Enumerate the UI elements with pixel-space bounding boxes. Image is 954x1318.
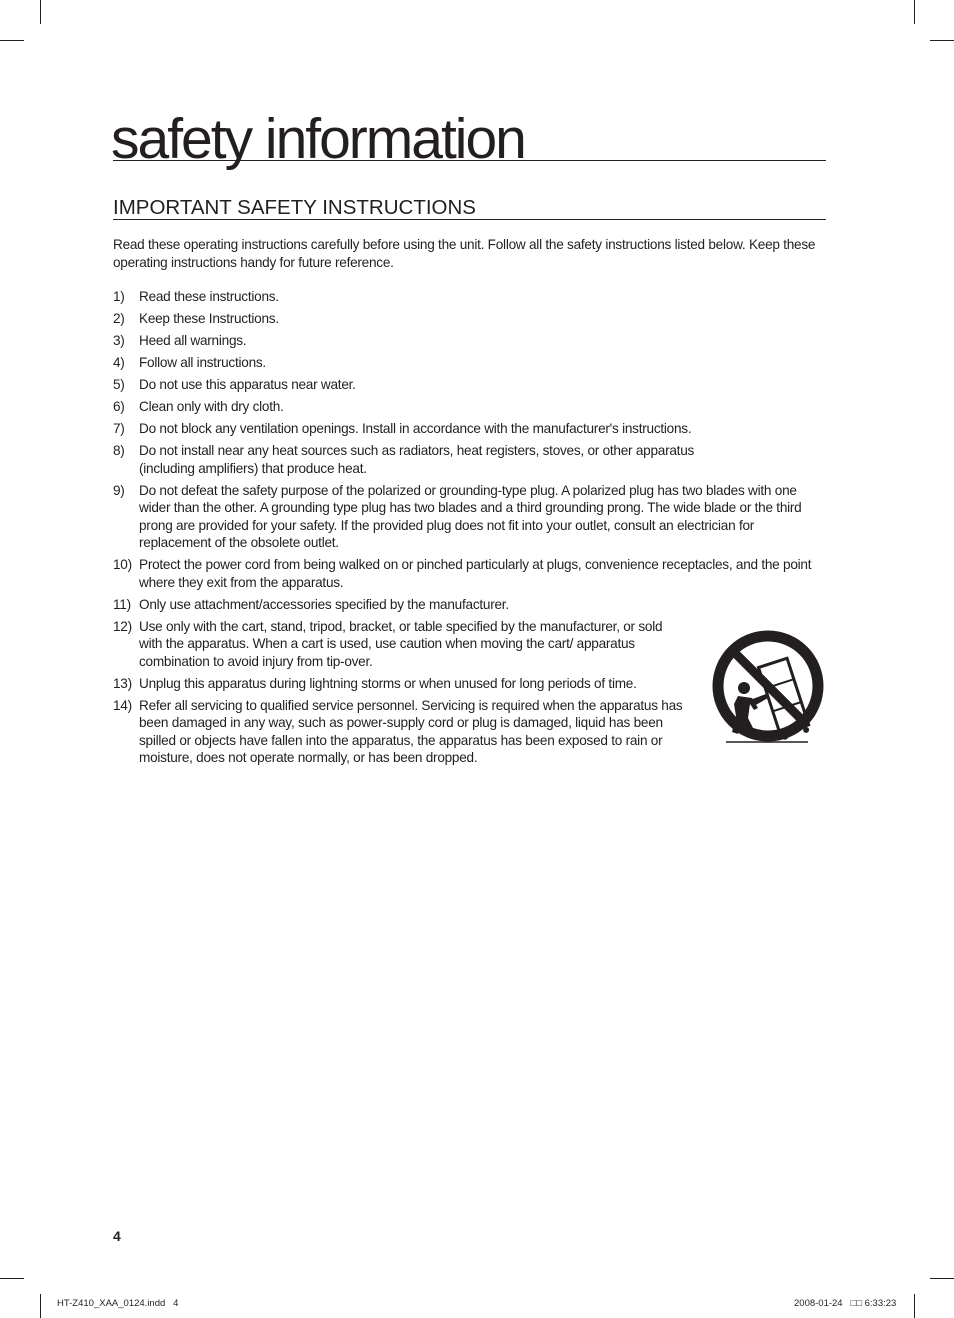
item-number: 5) <box>113 377 125 392</box>
item-number: 3) <box>113 333 125 348</box>
item-text: Heed all warnings. <box>139 333 247 348</box>
list-item <box>113 482 828 552</box>
item-number: 14) <box>113 697 132 713</box>
item-text: Use only with the cart, stand, tripod, bracket, or table specified by the manufacturer, or sold with the apparatus. When a cart is used, use caution when moving the cart/ apparatus combination to avoid injury from tip-over. <box>139 618 663 669</box>
page-number: 4 <box>113 1228 121 1244</box>
item-number: 10) <box>113 557 132 572</box>
item-text: Protect the power cord from being walked on or pinched particularly at plugs, convenience receptacles, and the point where they exit from the apparatus. <box>139 557 812 590</box>
item-text: Only use attachment/accessories specified by the manufacturer. <box>139 596 509 612</box>
crop-mark <box>914 0 915 24</box>
item-text: Do not block any ventilation openings. Install in accordance with the manufacturer's instructions. <box>139 421 692 436</box>
item-number: 6) <box>113 399 125 414</box>
list-item <box>113 442 828 477</box>
list-item <box>113 332 828 350</box>
item-number: 1) <box>113 289 125 304</box>
item-number: 13) <box>113 675 132 691</box>
cart-tip-over-warning-icon <box>708 630 830 748</box>
section-title: IMPORTANT SAFETY INSTRUCTIONS <box>113 195 476 219</box>
list-item <box>113 310 828 328</box>
list-item <box>113 376 828 394</box>
item-text: Do not use this apparatus near water. <box>139 377 356 392</box>
item-number: 9) <box>113 482 125 498</box>
item-number: 7) <box>113 421 125 436</box>
item-text: Read these instructions. <box>139 289 279 304</box>
crop-mark <box>930 1278 954 1279</box>
item-number: 12) <box>113 618 132 634</box>
item-text: Do not defeat the safety purpose of the polarized or grounding-type plug. A polarized plug has two blades with one wider than the other. A grounding type plug has two blades and a third grounding prong. The wide blade or the third prong are provided for your safety. If the provided plug does not fit into your outlet, consult an electrician for replacement of the obsolete outlet. <box>139 482 802 550</box>
list-item <box>113 556 828 591</box>
crop-mark <box>40 1294 41 1318</box>
section-title-rule <box>113 194 826 220</box>
item-text: Refer all servicing to qualified service personnel. Servicing is required when the apparatus has been damaged in any way, such as power-supply cord or plug is damaged, liquid has been spilled or objects have fallen into the apparatus, the apparatus has been exposed to rain or moisture, does not operate normally, or has been dropped. <box>139 697 683 765</box>
item-text: Do not install near any heat sources such as radiators, heat registers, stoves, or other apparatus (including amplifiers) that produce heat. <box>139 443 695 476</box>
list-item <box>113 288 828 306</box>
item-number: 11) <box>113 596 131 612</box>
crop-mark <box>930 40 954 41</box>
page-title-rule <box>111 104 826 171</box>
crop-mark <box>40 0 41 24</box>
item-text: Keep these Instructions. <box>139 311 279 326</box>
crop-mark <box>0 1278 24 1279</box>
list-item <box>113 398 828 416</box>
list-item <box>113 420 828 438</box>
footer-timestamp: 2008-01-24 □□ 6:33:23 <box>794 1298 897 1309</box>
item-number: 8) <box>113 443 125 458</box>
crop-mark <box>0 40 24 41</box>
item-text: Follow all instructions. <box>139 355 266 370</box>
item-number: 4) <box>113 355 125 370</box>
list-item <box>113 596 828 614</box>
item-number: 2) <box>113 311 125 326</box>
page-title: safety information <box>111 107 525 171</box>
item-text: Clean only with dry cloth. <box>139 399 284 414</box>
list-item <box>113 354 828 372</box>
footer-filename: HT-Z410_XAA_0124.indd 4 <box>57 1298 179 1309</box>
crop-mark <box>914 1294 915 1318</box>
intro-paragraph: Read these operating instructions carefully before using the unit. Follow all the safety instructions listed below. Keep these operating instructions handy for future reference. <box>113 237 816 270</box>
item-text: Unplug this apparatus during lightning storms or when unused for long periods of time. <box>139 675 637 691</box>
